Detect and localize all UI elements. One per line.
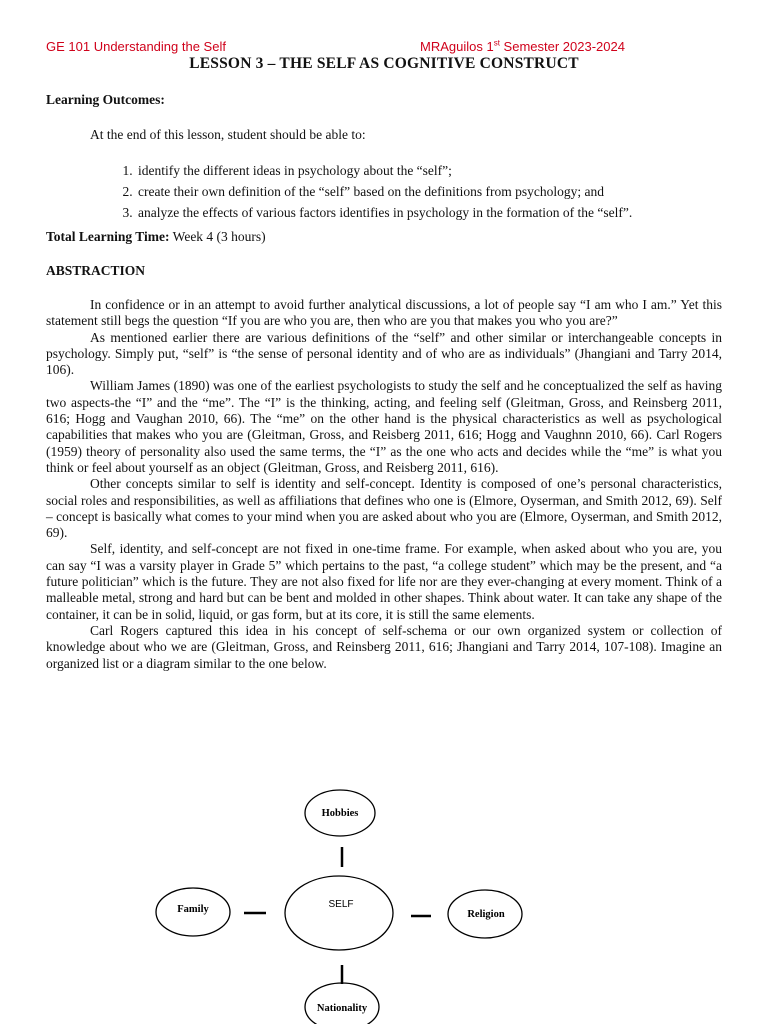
abstraction-body bbox=[46, 297, 722, 672]
paragraph: Self, identity, and self-concept are not fixed in one-time frame. For example, when asked about who you are, you can say “I was a varsity player in Grade 5” which pertains to the past, “a college student” which may be the present, and “a future politician” which is the future. They are not also fixed for life nor are they ever-changing at every moment. Think of a malleable metal, strong and hard but can be bent and molded in other shapes. Think about water. It can take any shape of the container, it can be in solid, liquid, or gas form, but at its core, it is still the same elements. bbox=[46, 541, 722, 622]
header-author-prefix: MRAguilos 1 bbox=[420, 39, 494, 54]
nationality-label: Nationality bbox=[316, 1003, 368, 1014]
learning-outcomes-intro: At the end of this lesson, student should be able to: bbox=[90, 127, 366, 142]
paragraph: As mentioned earlier there are various definitions of the “self” and other similar or interchangeable concepts in psychology. Simply put, “self” is “the sense of personal identity and of who are as individuals” (Jhangiani and Tarry 2014, 106). bbox=[46, 329, 722, 378]
header-author-sup: st bbox=[493, 38, 500, 48]
outcome-item: 1. identify the different ideas in psychology about the “self”; bbox=[136, 160, 632, 181]
paragraph: Other concepts similar to self is identity and self-concept. Identity is composed of one’s personal characteristics, social roles and responsibilities, as well as affiliations that defines who one is (Elmore, Oyserman, and Smith 2012, 69). Self – concept is basically what comes to your mind when you are asked about who you are (Elmore, Oyserman, and Smith 2012, 69). bbox=[46, 476, 722, 541]
paragraph: Carl Rogers captured this idea in his concept of self-schema or our own organized system or collection of knowledge about who we are (Gleitman, Gross, and Reinsberg 2011, 616; Jhangiani and Tarry 2014, 107-108). Imagine an organized list or a diagram similar to the one below. bbox=[46, 622, 722, 671]
learning-outcomes-list bbox=[112, 160, 632, 223]
total-learning-time-label: Total Learning Time: bbox=[46, 229, 170, 244]
header-course: GE 101 Understanding the Self bbox=[46, 39, 226, 54]
outcome-item: 2. create their own definition of the “self” based on the definitions from psychology; and bbox=[136, 181, 632, 202]
self-label: SELF bbox=[328, 899, 354, 910]
learning-outcomes-heading: Learning Outcomes: bbox=[46, 92, 165, 107]
abstraction-heading: ABSTRACTION bbox=[46, 263, 146, 278]
paragraph: William James (1890) was one of the earliest psychologists to study the self and he conceptualized the self as having two aspects-the “I” and the “me”. The “I” is the thinking, acting, and feeling self (Gleitman, Gross, and Reinsberg 2011, 616; Hogg and Vaughan 2010, 66). The “me” on the other hand is the physical characteristics as well as psychological capabilities that makes who you are (Gleitman, Gross, and Reisberg 2011, 616; Hogg and Vaughnn 2010, 66). Carl Rogers (1959) theory of personality also used the same terms, the “I” as the one who acts and decides while the “me” is what you think or feel about yourself as an object (Gleitman, Gross, and Reisberg 2011, 616). bbox=[46, 378, 722, 475]
header-author-semester bbox=[420, 39, 625, 54]
hobbies-label: Hobbies bbox=[321, 808, 359, 819]
self-schema-diagram bbox=[0, 780, 768, 1024]
paragraph: In confidence or in an attempt to avoid further analytical discussions, a lot of people say “I am who I am.” Yet this statement still begs the question “If you are who you are, then who are you that makes you who you are?” bbox=[46, 297, 722, 329]
total-learning-time-value: Week 4 (3 hours) bbox=[169, 229, 266, 244]
header-author-suffix: Semester 2023-2024 bbox=[499, 39, 625, 54]
family-label: Family bbox=[177, 904, 209, 915]
self-node bbox=[285, 876, 393, 950]
religion-label: Religion bbox=[467, 909, 505, 920]
lesson-title: LESSON 3 – THE SELF AS COGNITIVE CONSTRUCT bbox=[189, 55, 579, 72]
total-learning-time bbox=[46, 229, 266, 245]
outcome-item: 3. analyze the effects of various factors identifies in psychology in the formation of the “self”. bbox=[136, 202, 632, 223]
